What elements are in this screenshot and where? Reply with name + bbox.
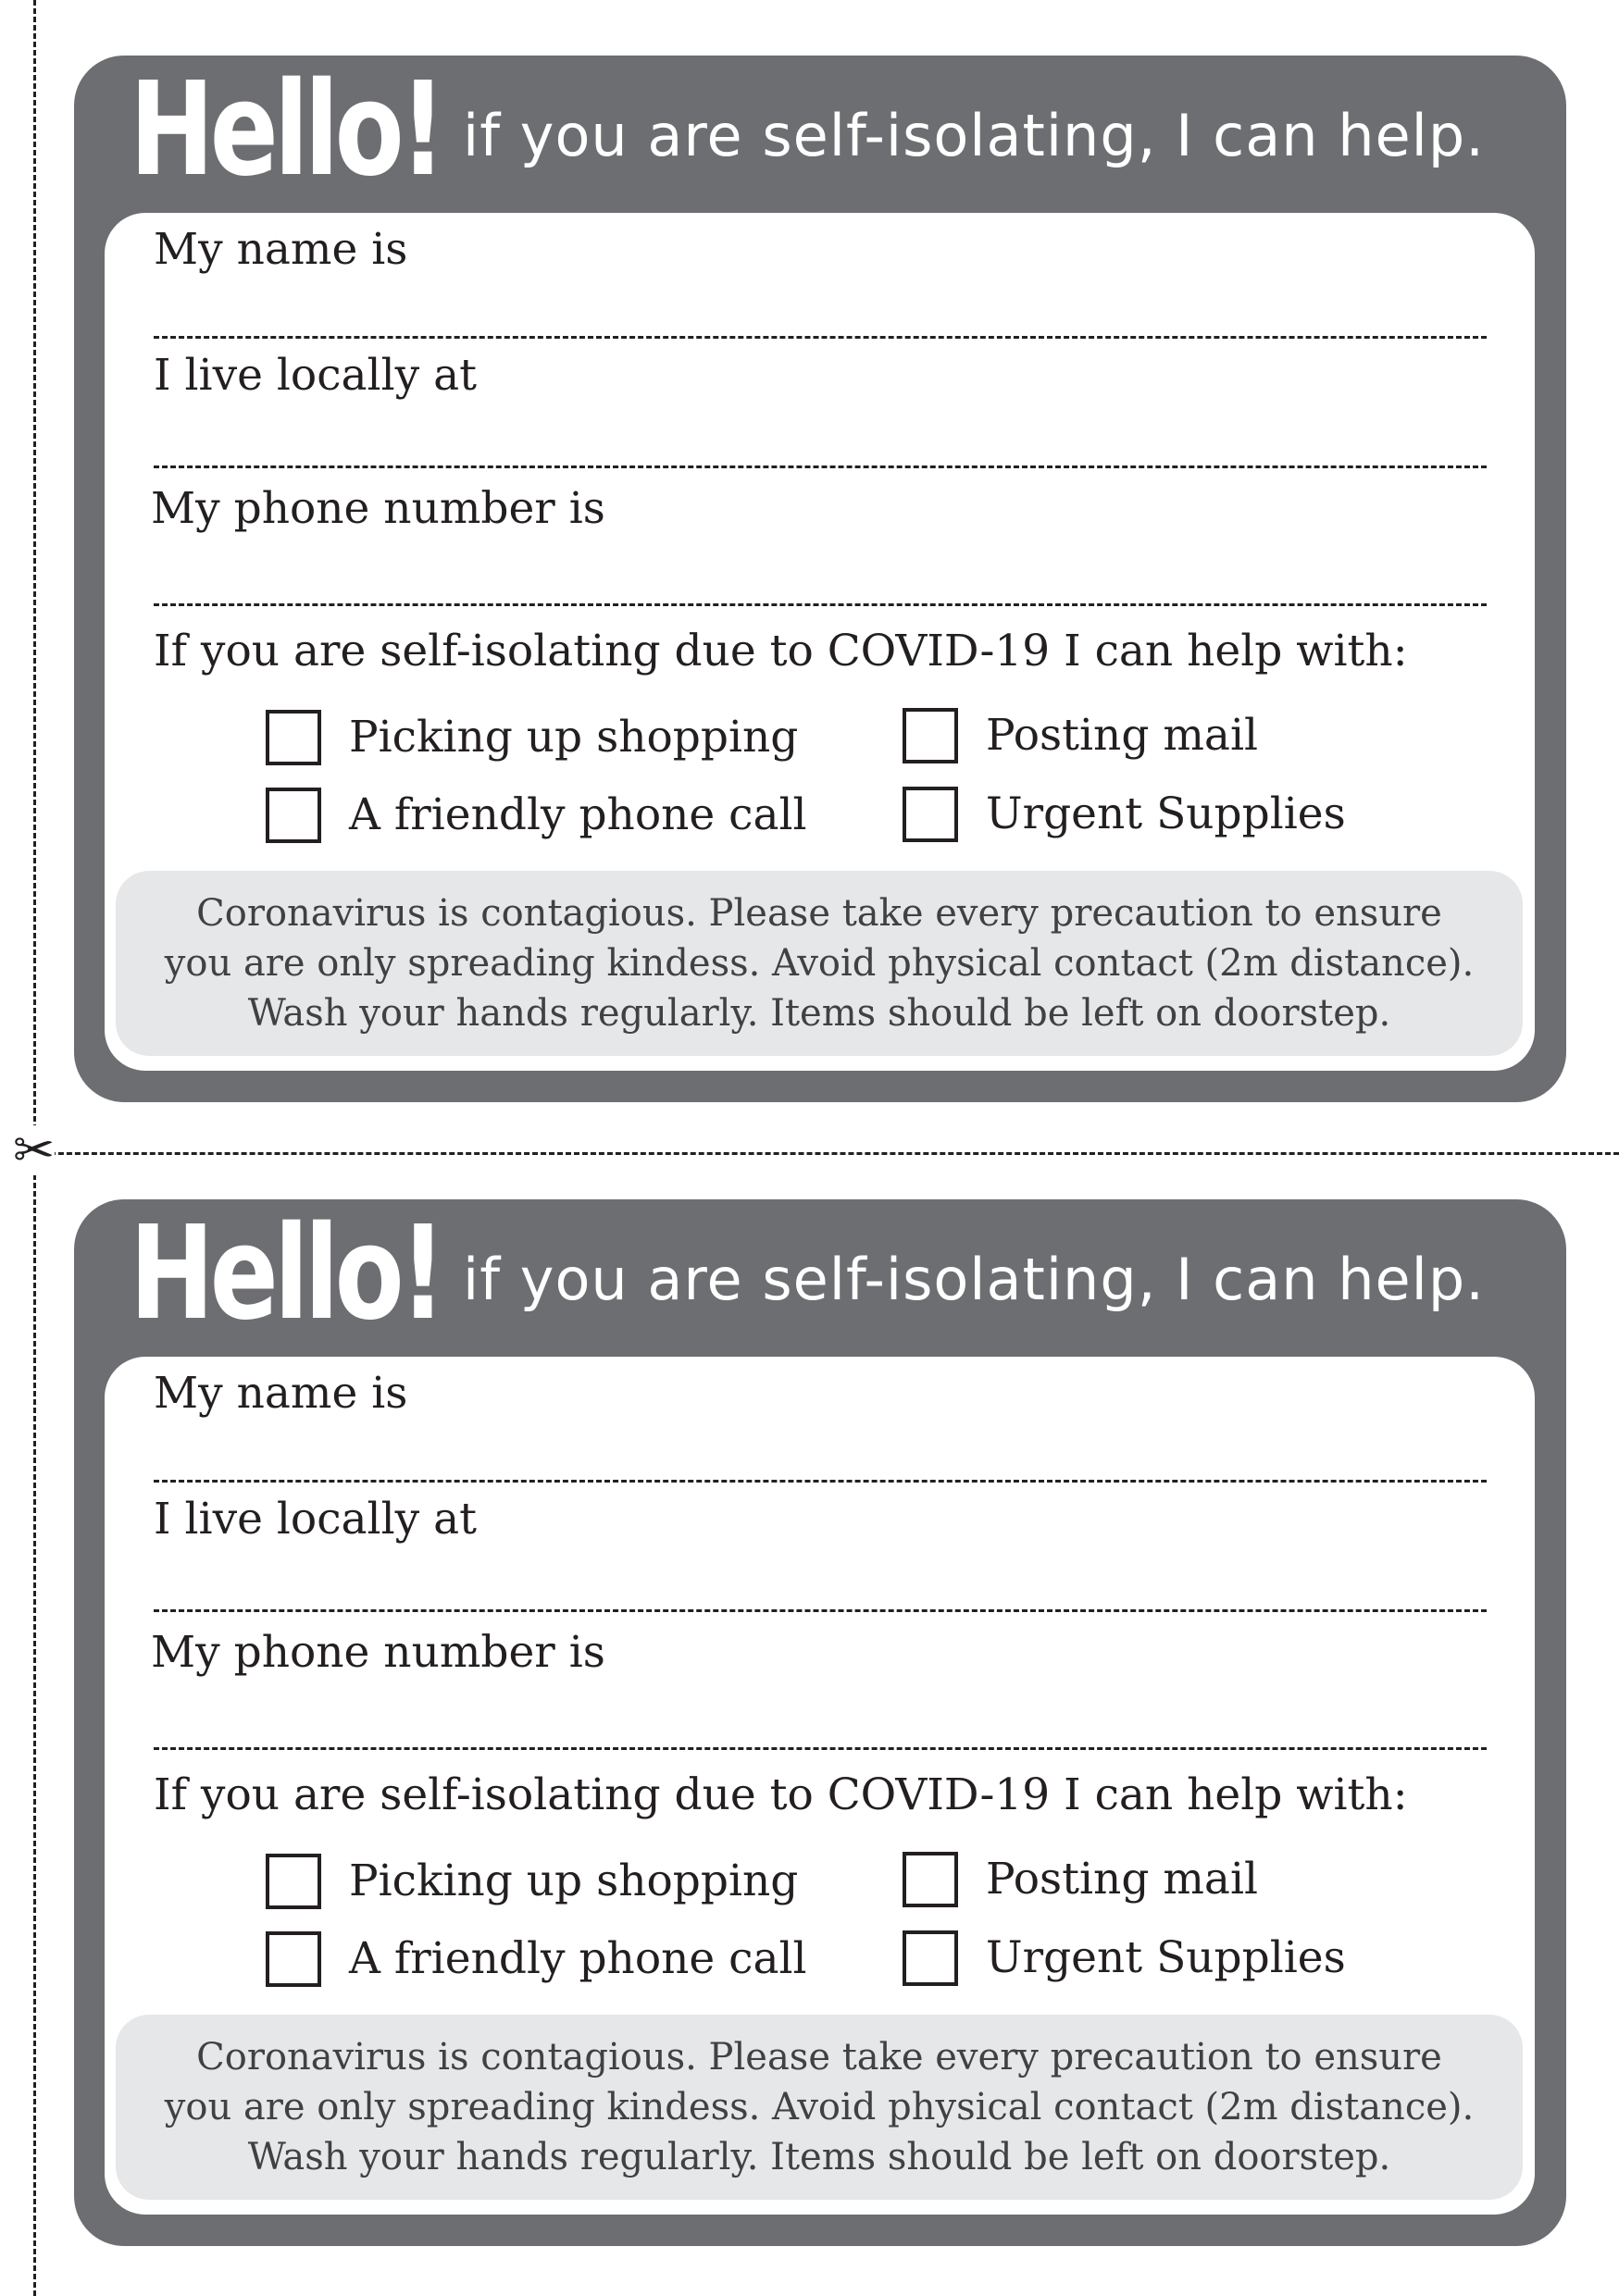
option-posting-mail[interactable] (903, 708, 1258, 763)
option-phone-call[interactable] (266, 788, 807, 843)
option-label: Urgent Supplies (986, 1931, 1346, 1983)
checkbox[interactable] (266, 1854, 321, 1909)
hello-title: Hello! (130, 55, 442, 205)
notice-line: you are only spreading kindess. Avoid physical contact (2m distance). (164, 2086, 1475, 2128)
checkbox[interactable] (266, 788, 321, 843)
checkbox[interactable] (903, 1852, 958, 1907)
option-posting-mail[interactable] (903, 1852, 1258, 1907)
option-shopping[interactable] (266, 710, 798, 765)
help-heading: If you are self-isolating due to COVID-19 I can help with: (154, 626, 1408, 676)
scissors-icon: ✂ (13, 1121, 56, 1179)
option-label: Picking up shopping (349, 711, 799, 763)
option-label: Posting mail (986, 709, 1259, 761)
name-label: My name is (154, 224, 408, 275)
notice-line: Coronavirus is contagious. Please take every precaution to ensure (196, 2036, 1442, 2079)
option-label: A friendly phone call (349, 788, 807, 840)
address-line[interactable] (154, 465, 1487, 468)
address-label: I live locally at (154, 1494, 478, 1545)
checkbox[interactable] (266, 710, 321, 765)
checkbox[interactable] (903, 708, 958, 763)
name-line[interactable] (154, 336, 1487, 339)
option-label: A friendly phone call (349, 1932, 807, 1984)
notice-line: Wash your hands regularly. Items should be left on doorstep. (247, 2136, 1391, 2178)
address-line[interactable] (154, 1609, 1487, 1612)
option-urgent-supplies[interactable] (903, 1930, 1346, 1986)
form-panel (105, 213, 1535, 1071)
card-subtitle: if you are self-isolating, I can help. (463, 102, 1485, 169)
checkbox[interactable] (903, 787, 958, 842)
flyer-card (74, 1199, 1566, 2246)
checkbox[interactable] (266, 1931, 321, 1987)
horizontal-cut-line (33, 1152, 1619, 1155)
option-label: Posting mail (986, 1853, 1259, 1905)
phone-line[interactable] (154, 1747, 1487, 1750)
checkbox[interactable] (903, 1930, 958, 1986)
option-label: Urgent Supplies (986, 788, 1346, 839)
name-label: My name is (154, 1368, 408, 1419)
phone-line[interactable] (154, 603, 1487, 606)
option-label: Picking up shopping (349, 1855, 799, 1906)
option-phone-call[interactable] (266, 1931, 807, 1987)
form-panel (105, 1357, 1535, 2215)
option-shopping[interactable] (266, 1854, 798, 1909)
help-heading: If you are self-isolating due to COVID-19 I can help with: (154, 1769, 1408, 1820)
notice-line: you are only spreading kindess. Avoid physical contact (2m distance). (164, 942, 1475, 985)
option-urgent-supplies[interactable] (903, 787, 1346, 842)
phone-label: My phone number is (151, 483, 605, 534)
notice-box (116, 871, 1523, 1056)
address-label: I live locally at (154, 350, 478, 401)
notice-line: Wash your hands regularly. Items should be left on doorstep. (247, 992, 1391, 1035)
notice-line: Coronavirus is contagious. Please take every precaution to ensure (196, 892, 1442, 935)
notice-box (116, 2015, 1523, 2200)
hello-title: Hello! (130, 1198, 442, 1349)
name-line[interactable] (154, 1480, 1487, 1483)
phone-label: My phone number is (151, 1627, 605, 1678)
flyer-card (74, 56, 1566, 1102)
card-subtitle: if you are self-isolating, I can help. (463, 1246, 1485, 1313)
